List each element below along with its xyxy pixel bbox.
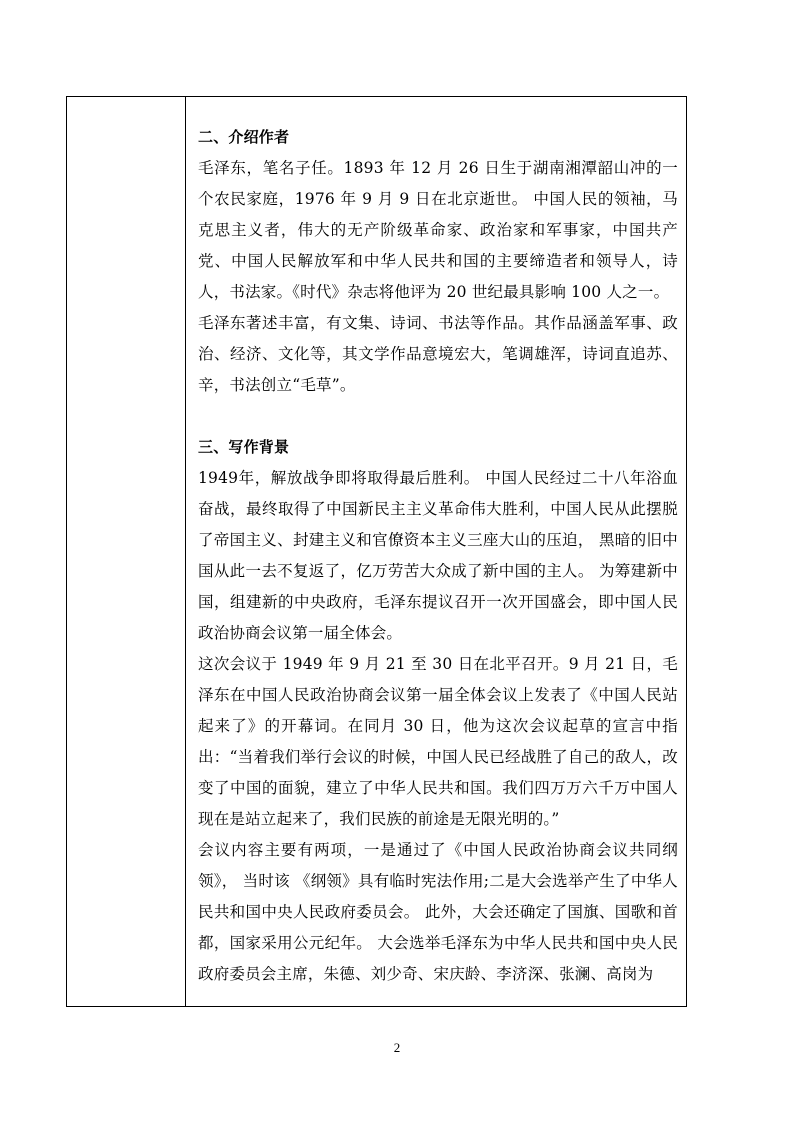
right-column-cell	[186, 97, 686, 1006]
paragraph-background-outcomes: 会议内容主要有两项，一是通过了《中国人民政治协商会议共同纲领》， 当时该 《纲领》具有临时宪法作用;二是大会选举产生了中华人民共和国中央人民政府委员会。 此外，大会还确定了国旗、国歌和首都，国家采用公元纪年。 大会选举毛泽东为中华人民共和国中央人民政府委员会主席，朱德、刘少奇、宋庆龄、李济深、张澜、高岗为	[198, 841, 678, 983]
paragraph-author-bio: 毛泽东，笔名子任。1893 年 12 月 26 日生于湖南湘潭韶山冲的一个农民家庭，1976 年 9 月 9 日在北京逝世。 中国人民的领袖，马克思主义者，伟大的无产阶级革命家、政治家和军事家，中国共产党、中国人民解放军和中华人民共和国的主要缔造者和领导人，诗人，书法家。《时代》杂志将他评为 20 世纪最具影响 100 人之一。	[198, 159, 678, 301]
left-column-cell	[67, 97, 186, 1006]
content-table	[66, 96, 687, 1007]
paragraph-background-conference: 这次会议于 1949 年 9 月 21 至 30 日在北平召开。9 月 21 日，毛泽东在中国人民政治协商会议第一届全体会议上发表了《中国人民站起来了》的开幕词。在同月 30 日，他为这次会议起草的宣言中指出：“当着我们举行会议的时候，中国人民已经战胜了自己的敌人，改变了中国的面貌，建立了中华人民共和国。我们四万万六千万中国人现在是站立起来了，我们民族的前途是无限光明的。”	[198, 655, 678, 828]
paragraph-author-works: 毛泽东著述丰富，有文集、诗词、书法等作品。其作品涵盖军事、政治、经济、文化等，其文学作品意境宏大，笔调雄浑，诗词直追苏、辛，书法创立“毛草”。	[198, 314, 678, 394]
cell-content	[198, 122, 678, 990]
section-heading-background: 三、写作背景	[198, 438, 290, 456]
blank-line	[198, 401, 678, 432]
page-number: 2	[393, 1040, 401, 1055]
section-heading-author: 二、介绍作者	[198, 128, 290, 146]
paragraph-background-1949: 1949年，解放战争即将取得最后胜利。 中国人民经过二十八年浴血奋战，最终取得了中国新民主主义革命伟大胜利，中国人民从此摆脱了帝国主义、封建主义和官僚资本主义三座大山的压迫， 黑暗的旧中国从此一去不复返了，亿万劳苦大众成了新中国的主人。 为筹建新中国，组建新的中央政府，毛泽东提议召开一次开国盛会，即中国人民政治协商会议第一届全体会。	[198, 469, 678, 642]
